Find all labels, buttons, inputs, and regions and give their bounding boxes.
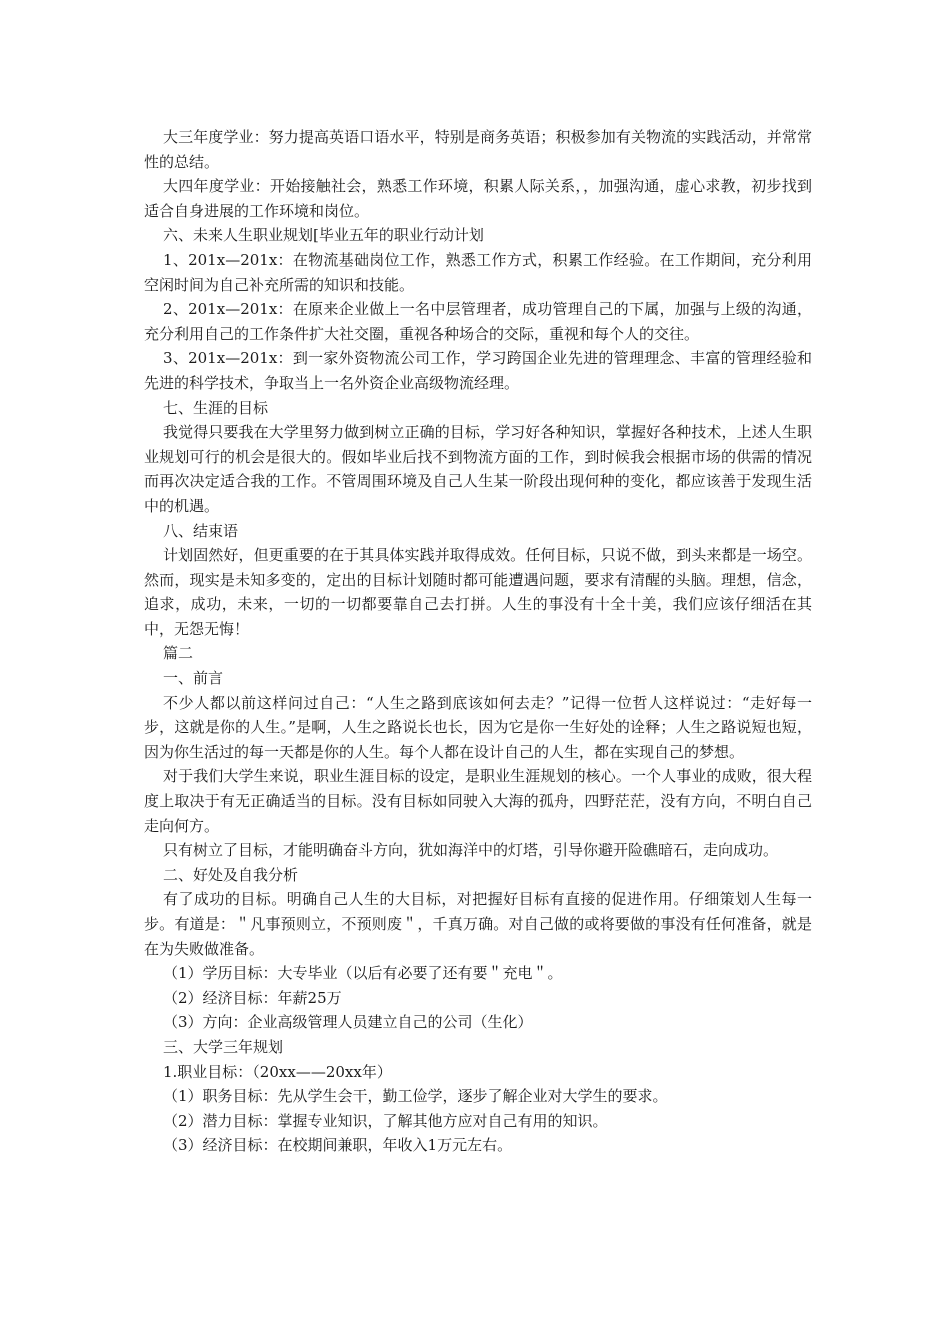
section-heading-conclusion: 八、结束语 [163,521,239,540]
career-goal-item-1: （1）职务目标：先从学生会干，勤工俭学，逐步了解企业对大学生的要求。 [163,1087,668,1106]
goal-item-education: （1）学历目标：大专毕业（以后有必要了还有要＂充电＂。 [163,964,563,983]
goal-item-economic: （2）经济目标：年薪25万 [163,988,342,1007]
section-heading-three-year-plan: 三、大学三年规划 [163,1037,284,1056]
section-heading-self-analysis: 二、好处及自我分析 [163,865,299,884]
paragraph-year4: 大四年度学业：开始接触社会，熟悉工作环境，积累人际关系，，加强沟通，虚心求教，初步找到适合自身进展的工作环境和岗位。 [144,177,812,220]
plan-item-2: 2、201x—201x：在原来企业做上一名中层管理者，成功管理自己的下属，加强与上级的沟通，充分利用自己的工作条件扩大社交圈，重视各种场合的交际，重视和每个人的交往。 [144,300,812,343]
paragraph-career-goal: 我觉得只要我在大学里努力做到树立正确的目标，学习好各种知识，掌握好各种技术，上述人生职业规划可行的机会是很大的。假如毕业后找不到物流方面的工作，到时候我会根据市场的供需的情况而再次决定适合我的工作。不管周围环境及自己人生某一阶段出现何种的变化，都应该善于发现生活中的机遇。 [144,423,812,515]
paragraph-conclusion: 计划固然好，但更重要的在于其具体实践并取得成效。任何目标，只说不做，到头来都是一场空。然而，现实是未知多变的，定出的目标计划随时都可能遭遇问题，要求有清醒的头脑。理想，信念，追求，成功，未来，一切的一切都要靠自己去打拼。人生的事没有十全十美，我们应该仔细活在其中，无怨无悔！ [144,546,812,638]
paragraph-preface-1: 不少人都以前这样问过自己：“人生之路到底该如何去走？”记得一位哲人这样说过：“走好每一步，这就是你的人生。”是啊，人生之路说长也长，因为它是你一生好处的诠释；人生之路说短也短，因为你生活过的每一天都是你的人生。每个人都在设计自己的人生，都在实现自己的梦想。 [144,693,812,761]
plan-item-1: 1、201x—201x：在物流基础岗位工作，熟悉工作方式，积累工作经验。在工作期间，充分利用空闲时间为自己补充所需的知识和技能。 [144,250,812,294]
section-heading-career-goal: 七、生涯的目标 [163,398,269,417]
paragraph-year3: 大三年度学业：努力提高英语口语水平，特别是商务英语；积极参加有关物流的实践活动，并常常性的总结。 [144,128,812,171]
goal-item-direction: （3）方向：企业高级管理人员建立自己的公司（生化） [163,1013,533,1032]
career-goal-item-2: （2）潜力目标：掌握专业知识，了解其他方应对自己有用的知识。 [163,1111,608,1130]
paragraph-preface-2: 对于我们大学生来说，职业生涯目标的设定，是职业生涯规划的核心。一个人事业的成败，很大程度上取决于有无正确适当的目标。没有目标如同驶入大海的孤舟，四野茫茫，没有方向，不明白自己走向何方。 [144,767,812,835]
section-heading-preface: 一、前言 [163,669,224,688]
paragraph-preface-3: 只有树立了目标，才能明确奋斗方向，犹如海洋中的灯塔，引导你避开险礁暗石，走向成功。 [163,841,779,860]
career-goal-item-3: （3）经济目标：在校期间兼职，年收入1万元左右。 [163,1136,513,1155]
document-body [144,125,812,1158]
section-heading-future-plan: 六、未来人生职业规划[毕业五年的职业行动计划 [163,226,484,245]
career-goal-heading: 1.职业目标：（20xx——20xx年） [163,1062,392,1081]
plan-item-3: 3、201x—201x：到一家外资物流公司工作，学习跨国企业先进的管理理念、丰富的管理经验和先进的科学技术，争取当上一名外资企业高级物流经理。 [144,349,812,392]
paragraph-self-analysis: 有了成功的目标。明确自己人生的大目标，对把握好目标有直接的促进作用。仔细策划人生每一步。有道是：＂凡事预则立，不预则废＂，千真万确。对自己做的或将要做的事没有任何准备，就是在为失败做准备。 [144,890,812,958]
part-heading-2: 篇二 [163,644,194,663]
